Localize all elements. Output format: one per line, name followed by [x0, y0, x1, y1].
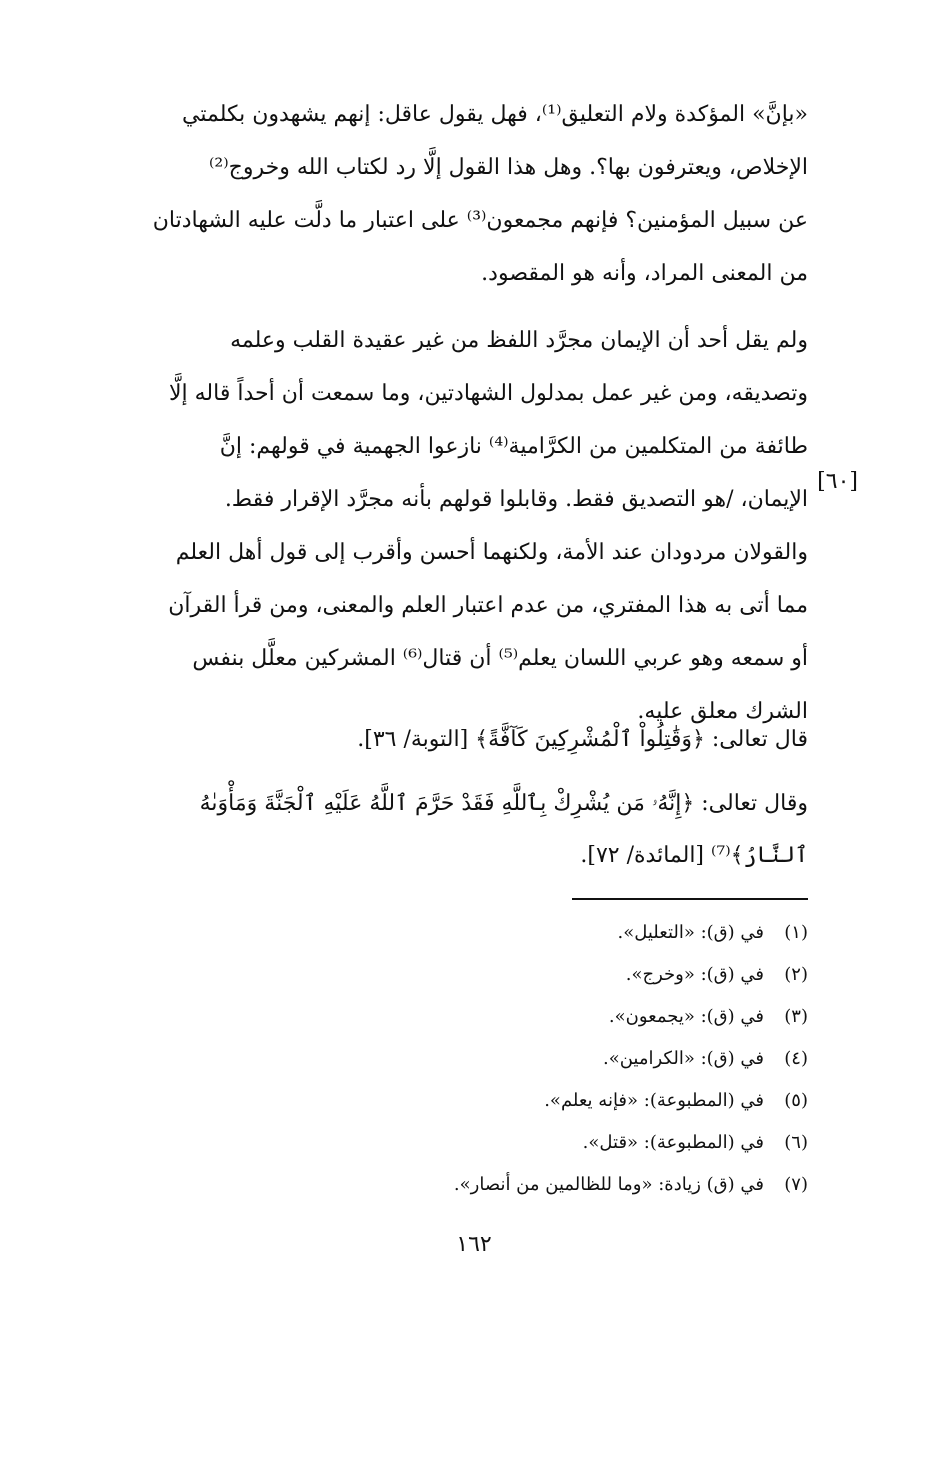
footnotes-list	[140, 912, 808, 1206]
text-line: الإيمان، /هو التصديق فقط. وقابلوا قولهم بأنه مجرَّد الإقرار فقط.	[224, 487, 808, 512]
paragraph-2	[140, 314, 808, 738]
footnote-number: (٤)	[784, 1048, 808, 1069]
text-line: «بإنَّ» المؤكدة ولام التعليق⁽¹⁾، فهل يقول عاقل: إنهم يشهدون بكلمتي	[182, 102, 808, 127]
text-line: أو سمعه وهو عربي اللسان يعلم⁽⁵⁾ أن قتال⁽⁶⁾ المشركين معلَّل بنفس	[192, 646, 808, 671]
text-line: طائفة من المتكلمين من الكرَّامية⁽⁴⁾ نازعوا الجهمية في قولهم: إنَّ	[219, 434, 808, 459]
footnote-text: في (ق): «الكرامين».	[602, 1048, 764, 1069]
footnote-text: في (المطبوعة): «قتل».	[582, 1132, 764, 1153]
footnote-number: (١)	[784, 922, 808, 943]
text-line: الشرك معلق عليه.	[637, 699, 808, 724]
main-text	[140, 88, 808, 738]
quran-verse-1	[140, 714, 808, 766]
footnote-text: في (المطبوعة): «فإنه يعلم».	[544, 1090, 764, 1111]
footnote-number: (٦)	[784, 1132, 808, 1153]
manuscript-page-marker: [٦٠]	[817, 469, 858, 494]
footnote	[140, 1122, 808, 1164]
footnote	[140, 1164, 808, 1206]
verse-line: قال تعالى: ﴿وَقَٰتِلُواْ ٱلْمُشْرِكِينَ كَآفَّةً﴾ [التوبة/ ٣٦].	[357, 727, 808, 752]
text-line: وتصديقه، ومن غير عمل بمدلول الشهادتين، وما سمعت أن أحداً قاله إلَّا	[168, 381, 808, 406]
footnote-number: (٣)	[784, 1006, 808, 1027]
verse-line: ٱلنَّارُ﴾⁽⁷⁾ [المائدة/ ٧٢].	[580, 843, 808, 868]
text-line: من المعنى المراد، وأنه هو المقصود.	[481, 261, 808, 286]
verse-line: وقال تعالى: ﴿إِنَّهُۥ مَن يُشْرِكْ بِٱللَّهِ فَقَدْ حَرَّمَ ٱللَّهُ عَلَيْهِ ٱلْجَنَّةَ وَمَأْوَىٰهُ	[199, 791, 808, 816]
quran-verse-2	[140, 778, 808, 882]
footnote-number: (٢)	[784, 964, 808, 985]
footnote-text: في (ق) زيادة: «وما للظالمين من أنصار».	[453, 1174, 764, 1195]
footnote-text: في (ق): «التعليل».	[617, 922, 764, 943]
footnote-separator	[572, 898, 808, 900]
footnote-number: (٧)	[784, 1174, 808, 1195]
footnote	[140, 996, 808, 1038]
text-line: مما أتى به هذا المفتري، من عدم اعتبار العلم والمعنى، ومن قرأ القرآن	[168, 593, 808, 618]
footnote	[140, 954, 808, 996]
footnote	[140, 1038, 808, 1080]
text-line: والقولان مردودان عند الأمة، ولكنهما أحسن وأقرب إلى قول أهل العلم	[175, 540, 808, 565]
footnote-text: في (ق): «يجمعون».	[608, 1006, 764, 1027]
footnote	[140, 912, 808, 954]
text-line: ولم يقل أحد أن الإيمان مجرَّد اللفظ من غير عقيدة القلب وعلمه	[230, 328, 808, 353]
footnote-text: في (ق): «وخرج».	[625, 964, 764, 985]
footnote	[140, 1080, 808, 1122]
page-number: ١٦٢	[456, 1232, 492, 1257]
text-line: عن سبيل المؤمنين؟ فإنهم مجمعون⁽³⁾ على اعتبار ما دلَّت عليه الشهادتان	[152, 208, 808, 233]
text-line: الإخلاص، ويعترفون بها؟. وهل هذا القول إلَّا رد لكتاب الله وخروج⁽²⁾	[209, 155, 808, 180]
footnote-number: (٥)	[784, 1090, 808, 1111]
paragraph-1	[140, 88, 808, 300]
